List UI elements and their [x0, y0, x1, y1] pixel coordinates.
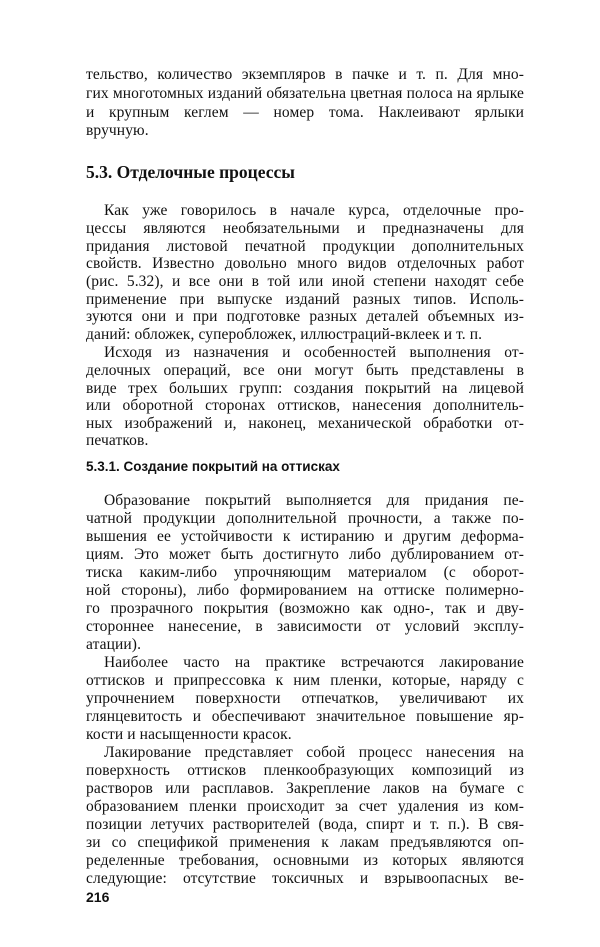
paragraph-line: придания листовой печатной продукции дополнительных: [86, 238, 524, 255]
paragraph-line: ных изображений и, наконец, механической обработки от-: [86, 415, 524, 432]
paragraph-line: Наиболее часто на практике встречаются лакирование: [104, 654, 524, 671]
paragraph-line: кости и насыщенности красок.: [86, 726, 292, 743]
section-heading: 5.3. Отделочные процессы: [86, 162, 295, 182]
paragraph-line: Как уже говорилось в начале курса, отделочные про-: [104, 202, 524, 219]
paragraph-line: Образование покрытий выполняется для придания пе-: [104, 492, 524, 509]
paragraph-line: растворов или расплавов. Закрепление лаков на бумаге с: [86, 780, 524, 797]
intro-line: и крупным кеглем — номер тома. Наклеивают ярлыки: [86, 104, 524, 121]
paragraph-line: ределенные требования, основными из которых являются: [86, 852, 524, 869]
intro-line: гих многотомных изданий обязательна цветная полоса на ярлыке: [86, 85, 524, 102]
paragraph-line: применение при выпуске изданий разных типов. Исполь-: [86, 291, 524, 308]
paragraph-line: тиска каким-либо упрочняющим материалом (с оборот-: [86, 564, 524, 581]
intro-line: тельство, количество экземпляров в пачке и т. п. Для мно-: [86, 66, 524, 83]
paragraph-line: оттисков и припрессовка к ним пленки, которые, наряду с: [86, 672, 524, 689]
subsection-heading: 5.3.1. Создание покрытий на оттисках: [86, 459, 340, 474]
intro-line: вручную.: [86, 122, 149, 139]
paragraph-line: или оборотной сторонах оттисков, нанесения дополнитель-: [86, 397, 524, 414]
paragraph-line: поверхность оттисков пленкообразующих композиций из: [86, 762, 524, 779]
paragraph-line: зуются они и при подготовке разных деталей объемных из-: [86, 308, 524, 325]
paragraph-line: атации).: [86, 636, 142, 653]
paragraph-line: ной стороны), либо формированием на оттиске полимерно-: [86, 582, 524, 599]
paragraph-line: циям. Это может быть достигнуто либо дублированием от-: [86, 546, 524, 563]
paragraph-line: упрочнением поверхности отпечатков, увеличивают их: [86, 690, 524, 707]
paragraph-line: стороннее нанесение, в зависимости от условий эксплу-: [86, 618, 524, 635]
paragraph-line: виде трех больших групп: создания покрытий на лицевой: [86, 380, 524, 397]
paragraph-line: вышения ее устойчивости к истиранию и другим деформа-: [86, 528, 524, 545]
paragraph-line: свойств. Известно довольно много видов отделочных работ: [86, 255, 524, 272]
page-number: 216: [86, 889, 110, 905]
paragraph-line: цессы являются необязательными и предназначены для: [86, 220, 524, 237]
paragraph-line: го прозрачного покрытия (возможно как одно-, так и дву-: [86, 600, 524, 617]
paragraph-line: следующие: отсутствие токсичных и взрывоопасных ве-: [86, 870, 524, 887]
paragraph-line: образованием пленки происходит за счет удаления из ком-: [86, 798, 524, 815]
paragraph-line: даний: обложек, суперобложек, иллюстраций-вклеек и т. п.: [86, 326, 483, 343]
paragraph-line: Лакирование представляет собой процесс нанесения на: [104, 744, 524, 761]
paragraph-line: Исходя из назначения и особенностей выполнения от-: [104, 344, 524, 361]
paragraph-line: глянцевитость и обеспечивают значительное повышение яр-: [86, 708, 524, 725]
paragraph-line: печатков.: [86, 432, 149, 449]
paragraph-line: (рис. 5.32), и все они в той или иной степени находят себе: [86, 273, 524, 290]
paragraph-line: позиции летучих растворителей (вода, спирт и т. п.). В свя-: [86, 816, 524, 833]
paragraph-line: делочных операций, все они могут быть представлены в: [86, 362, 524, 379]
paragraph-line: чатной продукции дополнительной прочности, а также по-: [86, 510, 524, 527]
paragraph-line: зи со спецификой применения к лакам предъявляются оп-: [86, 834, 524, 851]
